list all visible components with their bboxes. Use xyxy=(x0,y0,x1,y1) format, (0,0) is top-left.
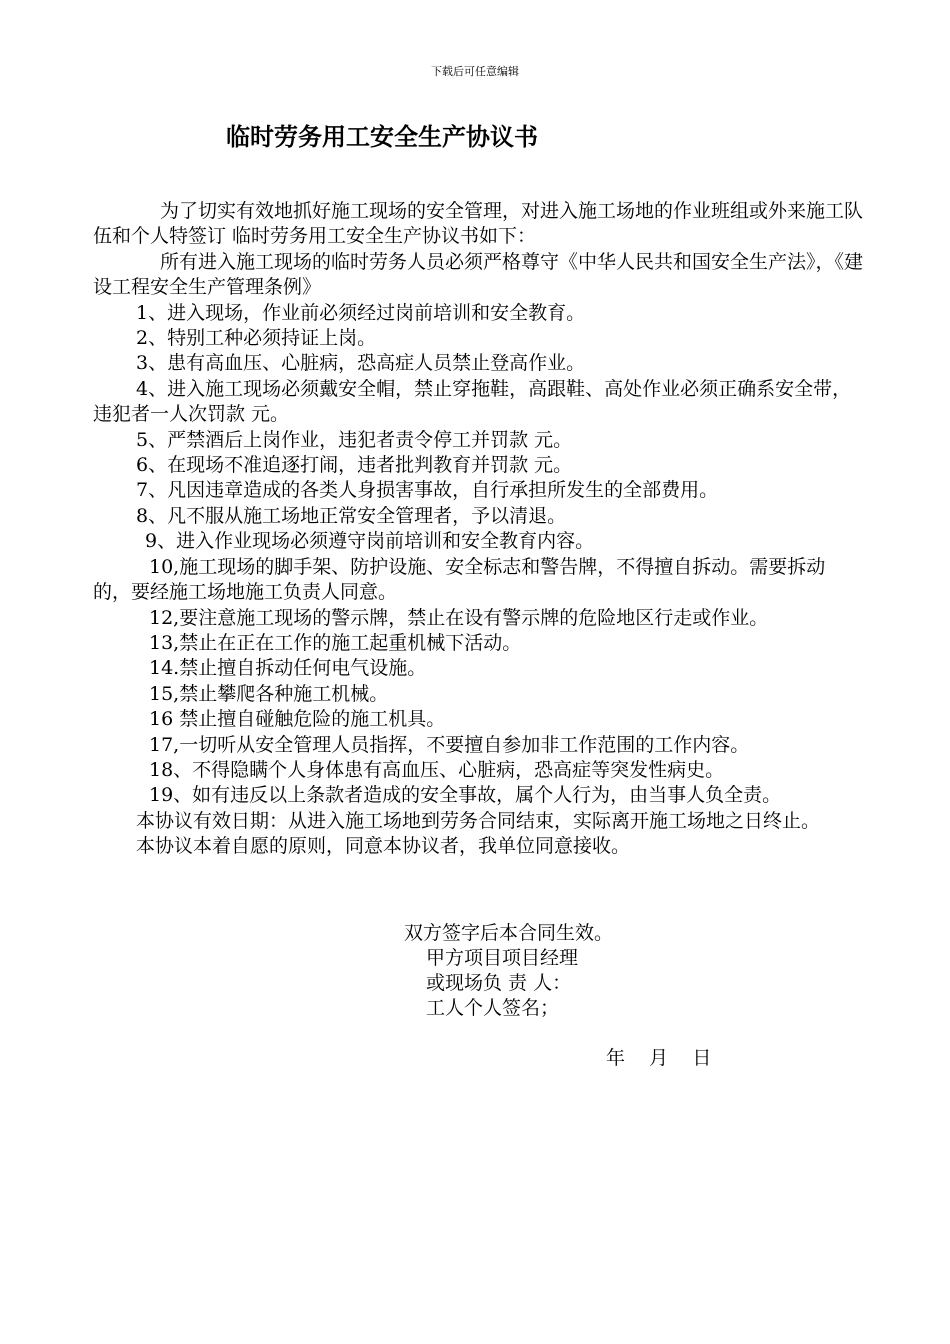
clause-1: 1、进入现场，作业前必须经过岗前培训和安全教育。 xyxy=(136,301,586,324)
clause-6: 6、在现场不准追逐打闹，违者批判教育并罚款 元。 xyxy=(136,454,573,477)
clause-10: 10,施工现场的脚手架、防护设施、安全标志和警告牌，不得擅自拆动。需要拆动的，要经施工场地施工负责人同意。 xyxy=(93,555,826,604)
clause-14: 14.禁止擅自拆动任何电气设施。 xyxy=(149,657,427,680)
effective-statement: 双方签字后本合同生效。 xyxy=(404,922,614,944)
party-a-manager-label: 甲方项目项目经理 xyxy=(426,947,579,969)
document-title: 临时劳务用工安全生产协议书 xyxy=(226,123,538,151)
clause-3: 3、患有高血压、心脏病，恐高症人员禁止登高作业。 xyxy=(136,352,586,375)
date-line: 年 月 日 xyxy=(606,1047,712,1069)
document-body xyxy=(93,199,863,860)
clause-2: 2、特别工种必须持证上岗。 xyxy=(136,327,377,350)
acceptance-paragraph: 本协议本着自愿的原则，同意本协议者，我单位同意接收。 xyxy=(136,835,631,858)
worker-signature-label: 工人个人签名； xyxy=(426,997,560,1019)
clause-18: 18、不得隐瞒个人身体患有高血压、心脏病，恐高症等突发性病史。 xyxy=(149,758,725,781)
clause-13: 13,禁止在正在工作的施工起重机械下活动。 xyxy=(149,631,522,654)
validity-paragraph: 本协议有效日期：从进入施工场地到劳务合同结束，实际离开施工场地之日终止。 xyxy=(136,809,821,832)
clause-9: 9、进入作业现场必须遵守岗前培训和安全教育内容。 xyxy=(145,530,595,553)
clause-12: 12,要注意施工现场的警示牌，禁止在设有警示牌的危险地区行走或作业。 xyxy=(149,606,769,629)
clause-15: 15,禁止攀爬各种施工机械。 xyxy=(149,682,389,705)
clause-5: 5、严禁酒后上岗作业，违犯者责令停工并罚款 元。 xyxy=(136,428,573,451)
clause-4: 4、进入施工现场必须戴安全帽，禁止穿拖鞋，高跟鞋、高处作业必须正确系安全带，违犯者一人次罚款 元。 xyxy=(93,377,852,426)
header-note: 下载后可任意编辑 xyxy=(431,65,519,78)
party-a-site-lead-label: 或现场负 责 人： xyxy=(426,972,572,994)
clause-7: 7、凡因违章造成的各类人身损害事故，自行承担所发生的全部费用。 xyxy=(136,479,719,502)
clause-8: 8、凡不服从施工场地正常安全管理者，予以清退。 xyxy=(136,504,567,527)
clause-16: 16 禁止擅自碰触危险的施工机具。 xyxy=(149,708,446,731)
clause-19: 19、如有违反以上条款者造成的安全事故，属个人行为，由当事人负全责。 xyxy=(149,784,782,807)
law-clause-paragraph: 所有进入施工现场的临时劳务人员必须严格尊守《中华人民共和国安全生产法》，《建设工程安全生产管理条例》 xyxy=(93,250,864,299)
intro-paragraph: 为了切实有效地抓好施工现场的安全管理，对进入施工场地的作业班组或外来施工队伍和个人特签订 临时劳务用工安全生产协议书如下： xyxy=(93,200,864,248)
clause-17: 17,一切听从安全管理人员指挥，不要擅自参加非工作范围的工作内容。 xyxy=(149,733,750,756)
